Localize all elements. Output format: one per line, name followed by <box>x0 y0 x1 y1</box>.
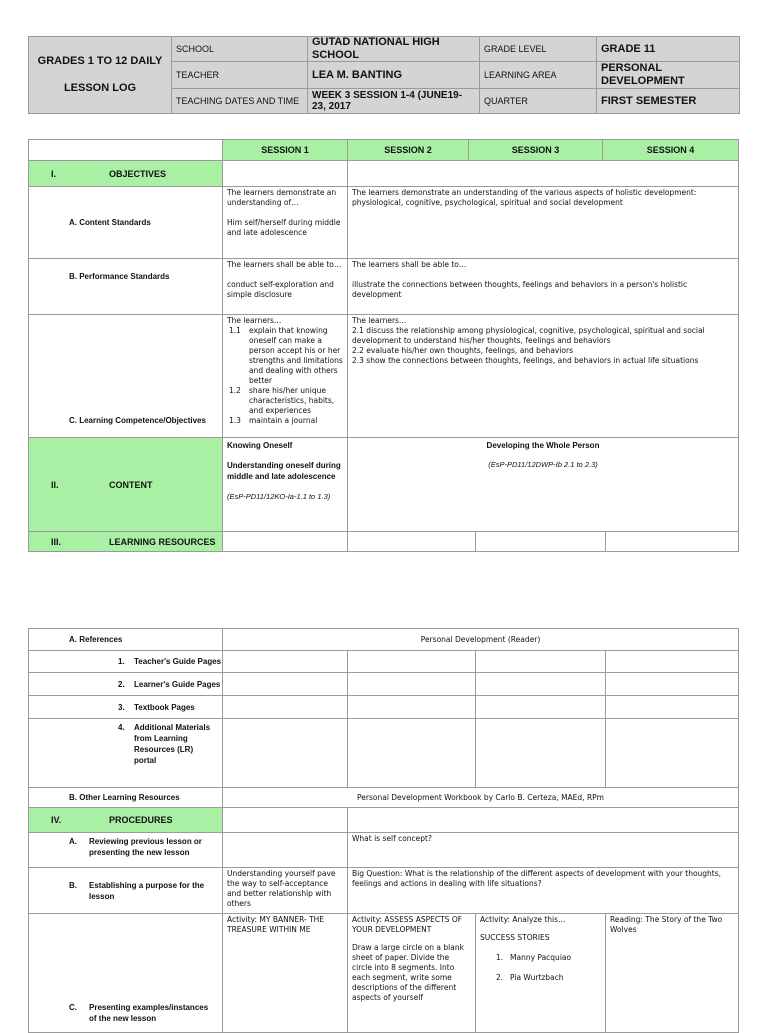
content-s1-code: (EsP-PD11/12KO-Ia-1.1 to 1.3) <box>227 492 331 501</box>
teachers-guide-label: Teacher's Guide Pages <box>134 657 222 666</box>
competence-rest-item: 2.1 discuss the relationship among physiological, cognitive, psychological, spiritual and social development to understand his/her thoughts, feelings and behaviors <box>352 326 705 345</box>
teachers-guide-s2 <box>347 650 476 673</box>
performance-standards-s1 <box>222 258 348 315</box>
grade-level-label: GRADE LEVEL <box>479 36 597 62</box>
examples-s3-sub: SUCCESS STORIES <box>480 933 550 942</box>
reviewing-label-cell <box>28 832 223 868</box>
performance-standards-rest-line1: The learners shall be able to… <box>352 260 467 269</box>
performance-standards-label: B. Performance Standards <box>28 258 223 315</box>
learners-guide-num: 2. <box>118 679 125 689</box>
teacher-label: TEACHER <box>171 61 308 89</box>
additional-materials-s3 <box>475 718 606 788</box>
content-standards-s1-line2: Him self/herself during middle and late adolescence <box>227 218 341 237</box>
competence-s1-item: 1.2 share his/her unique characteristics, habits, and experiences <box>229 386 335 415</box>
school-label: SCHOOL <box>171 36 308 62</box>
learning-resources-heading <box>28 531 223 552</box>
content-standards-rest: The learners demonstrate an understanding of the various aspects of holistic development: physiological, cognitive, psychological, spiritual and social development <box>347 186 739 259</box>
reviewing-label: Reviewing previous lesson or presenting the new lesson <box>89 837 202 857</box>
examples-s2-title: Activity: ASSESS ASPECTS OF YOUR DEVELOPMENT <box>352 915 463 934</box>
procedures-label: PROCEDURES <box>109 815 173 825</box>
competence-s1-item: 1.3 maintain a journal <box>229 416 318 425</box>
examples-num: C. <box>69 1003 77 1012</box>
learning-area-value: PERSONAL DEVELOPMENT <box>596 61 740 89</box>
procedures-num: IV. <box>51 815 62 825</box>
title-line1: GRADES 1 TO 12 DAILY <box>37 55 163 67</box>
competence-rest-item: 2.3 show the connections between thoughts, feelings, and behaviors in actual life situations <box>352 356 699 365</box>
quarter-value: FIRST SEMESTER <box>596 88 740 114</box>
performance-standards-s1-line2: conduct self-exploration and simple disclosure <box>227 280 334 299</box>
purpose-s1: Understanding yourself pave the way to self-acceptance and better relationship with others <box>222 867 348 914</box>
learning-resources-num: III. <box>51 536 62 547</box>
performance-standards-rest <box>347 258 739 315</box>
learning-resources-s1 <box>222 531 348 552</box>
purpose-label: Establishing a purpose for the lesson <box>89 881 205 901</box>
references-value: Personal Development (Reader) <box>222 628 739 651</box>
examples-s4: Reading: The Story of the Two Wolves <box>605 913 739 1033</box>
learners-guide-s1 <box>222 672 348 696</box>
teachers-guide-num: 1. <box>118 657 125 666</box>
examples-s3-item: 1. Manny Pacquiao <box>496 953 572 962</box>
examples-s2-body: Draw a large circle on a blank sheet of paper. Divide the circle into 8 segments. Into each segment, write some descriptions of the different aspects of yourself <box>352 943 464 1002</box>
session1-header: SESSION 1 <box>222 139 348 161</box>
content-rest-code: (EsP-PD11/12DWP-Ib 2.1 to 2.3) <box>488 460 598 469</box>
learners-guide-s3 <box>475 672 606 696</box>
objectives-label: OBJECTIVES <box>109 168 167 179</box>
learners-guide-s2 <box>347 672 476 696</box>
quarter-label: QUARTER <box>479 88 597 114</box>
dates-label: TEACHING DATES AND TIME <box>171 88 308 114</box>
purpose-num: B. <box>69 881 77 890</box>
competence-s1-item: 1.1 explain that knowing oneself can make a person accept his or her strengths and limitations and dealing with others better <box>229 326 343 385</box>
content-label: CONTENT <box>109 479 153 490</box>
learning-resources-s3 <box>475 531 606 552</box>
teachers-guide-s4 <box>605 650 739 673</box>
additional-materials-num: 4. <box>118 723 125 732</box>
grade-level-value: GRADE 11 <box>596 36 740 62</box>
competence-rest-intro: The learners… <box>352 316 407 325</box>
teachers-guide-s1 <box>222 650 348 673</box>
objectives-num: I. <box>51 168 57 179</box>
objectives-s1 <box>222 160 348 187</box>
examples-s2 <box>347 913 476 1033</box>
textbook-label: Textbook Pages <box>134 702 195 712</box>
learners-guide-row <box>28 672 223 696</box>
learning-resources-s4 <box>605 531 739 552</box>
examples-s3-title: Activity: Analyze this… <box>480 915 566 924</box>
competence-s1 <box>222 314 348 438</box>
title-line2: LESSON LOG <box>63 82 137 94</box>
session2-header: SESSION 2 <box>347 139 469 161</box>
learners-guide-label: Learner's Guide Pages <box>134 679 221 689</box>
content-standards-s1 <box>222 186 348 259</box>
content-rest <box>347 437 739 532</box>
content-s1 <box>222 437 348 532</box>
references-label: A. References <box>28 628 223 651</box>
content-rest-title: Developing the Whole Person <box>486 441 600 450</box>
textbook-s1 <box>222 695 348 719</box>
learning-resources-label: LEARNING RESOURCES <box>109 536 216 547</box>
procedures-heading <box>28 807 223 833</box>
textbook-row <box>28 695 223 719</box>
learning-resources-s2 <box>347 531 476 552</box>
textbook-s2 <box>347 695 476 719</box>
other-resources-value: Personal Development Workbook by Carlo B. Certeza, MAEd, RPm <box>222 787 739 808</box>
learners-guide-s4 <box>605 672 739 696</box>
school-value: GUTAD NATIONAL HIGH SCHOOL <box>307 36 480 62</box>
teachers-guide-s3 <box>475 650 606 673</box>
content-s1-title: Knowing Oneself <box>227 441 293 450</box>
reviewing-num: A. <box>69 837 77 846</box>
performance-standards-rest-line2: illustrate the connections between thoughts, feelings and behaviors in a person's holistic development <box>352 280 688 299</box>
additional-materials-label: Additional Materials from Learning Resources (LR) portal <box>134 723 211 765</box>
objectives-rest <box>347 160 739 187</box>
competence-rest-item: 2.2 evaluate his/her own thoughts, feelings, and behaviors <box>352 346 574 355</box>
textbook-num: 3. <box>118 702 125 712</box>
examples-s3 <box>475 913 606 1033</box>
learning-area-label: LEARNING AREA <box>479 61 597 89</box>
session4-header: SESSION 4 <box>602 139 739 161</box>
additional-materials-s2 <box>347 718 476 788</box>
title-cell <box>28 36 172 114</box>
performance-standards-s1-line1: The learners shall be able to… <box>227 260 342 269</box>
purpose-rest: Big Question: What is the relationship of the different aspects of development with your thoughts, feelings and actions in dealing with life situations? <box>347 867 739 914</box>
session3-header: SESSION 3 <box>468 139 603 161</box>
other-resources-label: B. Other Learning Resources <box>28 787 223 808</box>
corner-cell <box>28 139 223 161</box>
reviewing-s2: What is self concept? <box>347 832 739 868</box>
textbook-s3 <box>475 695 606 719</box>
purpose-label-cell <box>28 867 223 914</box>
additional-materials-s1 <box>222 718 348 788</box>
competence-s1-intro: The learners… <box>227 316 282 325</box>
content-s1-sub: Understanding oneself during middle and late adolescence <box>227 461 341 481</box>
additional-materials-s4 <box>605 718 739 788</box>
procedures-s1 <box>222 807 348 833</box>
competence-rest <box>347 314 739 438</box>
textbook-s4 <box>605 695 739 719</box>
additional-materials-row <box>28 718 223 788</box>
content-standards-label: A. Content Standards <box>28 186 223 259</box>
dates-value: WEEK 3 SESSION 1-4 (JUNE19-23, 2017 <box>307 88 480 114</box>
teachers-guide-row <box>28 650 223 673</box>
content-num: II. <box>51 479 59 490</box>
content-heading <box>28 437 223 532</box>
examples-s3-item: 2. Pia Wurtzbach <box>496 973 564 982</box>
reviewing-s1 <box>222 832 348 868</box>
competence-label: C. Learning Competence/Objectives <box>28 314 223 438</box>
procedures-rest <box>347 807 739 833</box>
examples-label-cell <box>28 913 223 1033</box>
objectives-heading <box>28 160 223 187</box>
examples-s1: Activity: MY BANNER- THE TREASURE WITHIN ME <box>222 913 348 1033</box>
teacher-value: LEA M. BANTING <box>307 61 480 89</box>
content-standards-s1-line1: The learners demonstrate an understanding of… <box>227 188 337 207</box>
examples-label: Presenting examples/instances of the new lesson <box>89 1003 209 1023</box>
